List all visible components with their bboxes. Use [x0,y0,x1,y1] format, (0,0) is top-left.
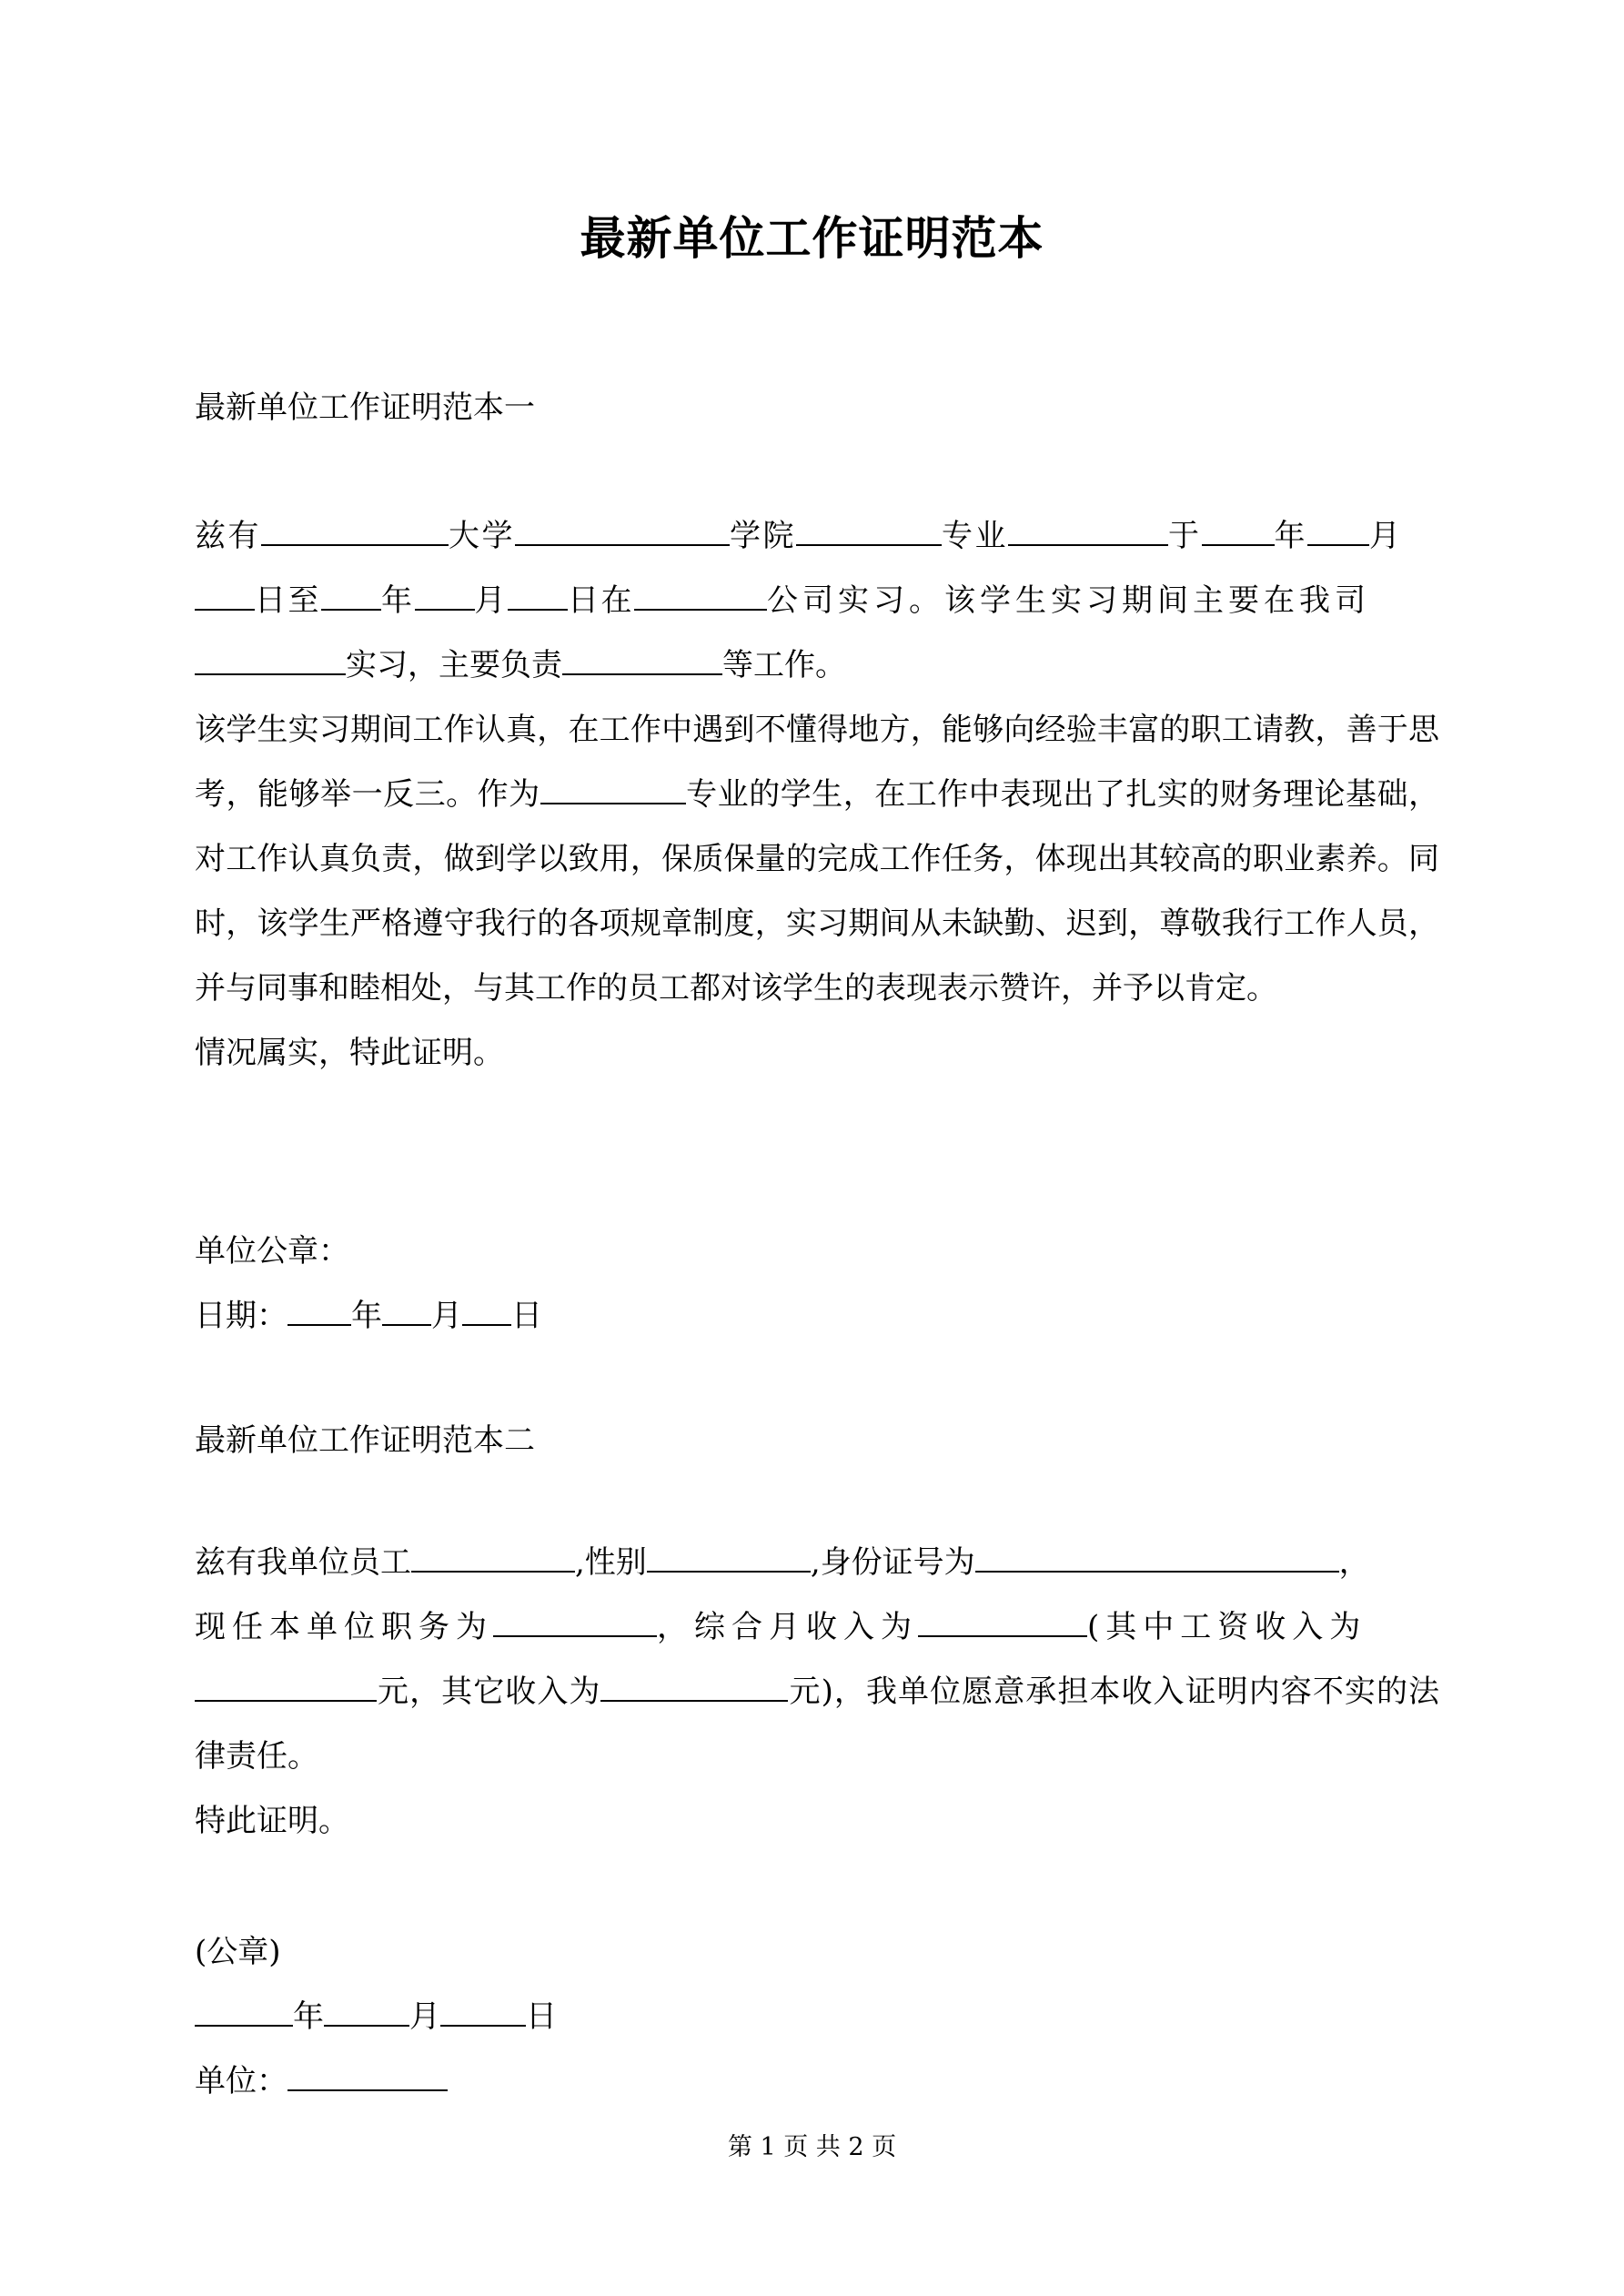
section-2-body [195,1531,1439,1854]
section-1-signature [195,1219,1439,1349]
section-2-heading: 最新单位工作证明范本二 [195,1422,535,1459]
section-1-paragraph-3: 情况属实，特此证明。 [195,1035,504,1071]
section-2-unit-line: 单位： [195,2049,1439,2114]
section-1-body [195,504,1439,1086]
section-1-date-line: 日期： 年 月 日 [195,1284,1439,1349]
section-1-paragraph-1: 兹有 大学 学院 专业 于 年 月 日至 年 月 日在 公司实习。该学生实习期间主要在我司 实习，主要负责 等工作。 [195,504,1439,698]
section-2-paragraph-1: 兹有我单位员工 ,性别 ,身份证号为 ， 现任本单位职务为 ，综合月收入为 (其中工资收入为 元，其它收入为 元)，我单位愿意承担本收入证明内容不实的法律责任。 [195,1531,1439,1789]
section-2-date-line: 年 月 日 [195,1985,1439,2049]
section-2-signature [195,1920,1439,2114]
section-1-heading-block [195,376,1439,440]
section-2-paragraph-2: 特此证明。 [195,1803,349,1839]
section-1-seal-label: 单位公章： [195,1233,349,1269]
section-1-paragraph-2: 该学生实习期间工作认真，在工作中遇到不懂得地方，能够向经验丰富的职工请教，善于思考，能够举一反三。作为 专业的学生，在工作中表现出了扎实的财务理论基础，对工作认真负责，做到学以致用，保质保量的完成工作任务，体现出其较高的职业素养。同时，该学生严格遵守我行的各项规章制度，实习期间从未缺勤、迟到，尊敬我行工作人员，并与同事和睦相处，与其工作的员工都对该学生的表现表示赞许，并予以肯定。 [195,712,1439,1006]
section-2-seal-label: (公章) [195,1934,281,1970]
page-footer: 第 1 页 共 2 页 [727,2133,897,2161]
section-1-heading: 最新单位工作证明范本一 [195,389,535,426]
section-2-heading-block [195,1409,1439,1473]
document-title: 最新单位工作证明范本 [580,211,1044,265]
